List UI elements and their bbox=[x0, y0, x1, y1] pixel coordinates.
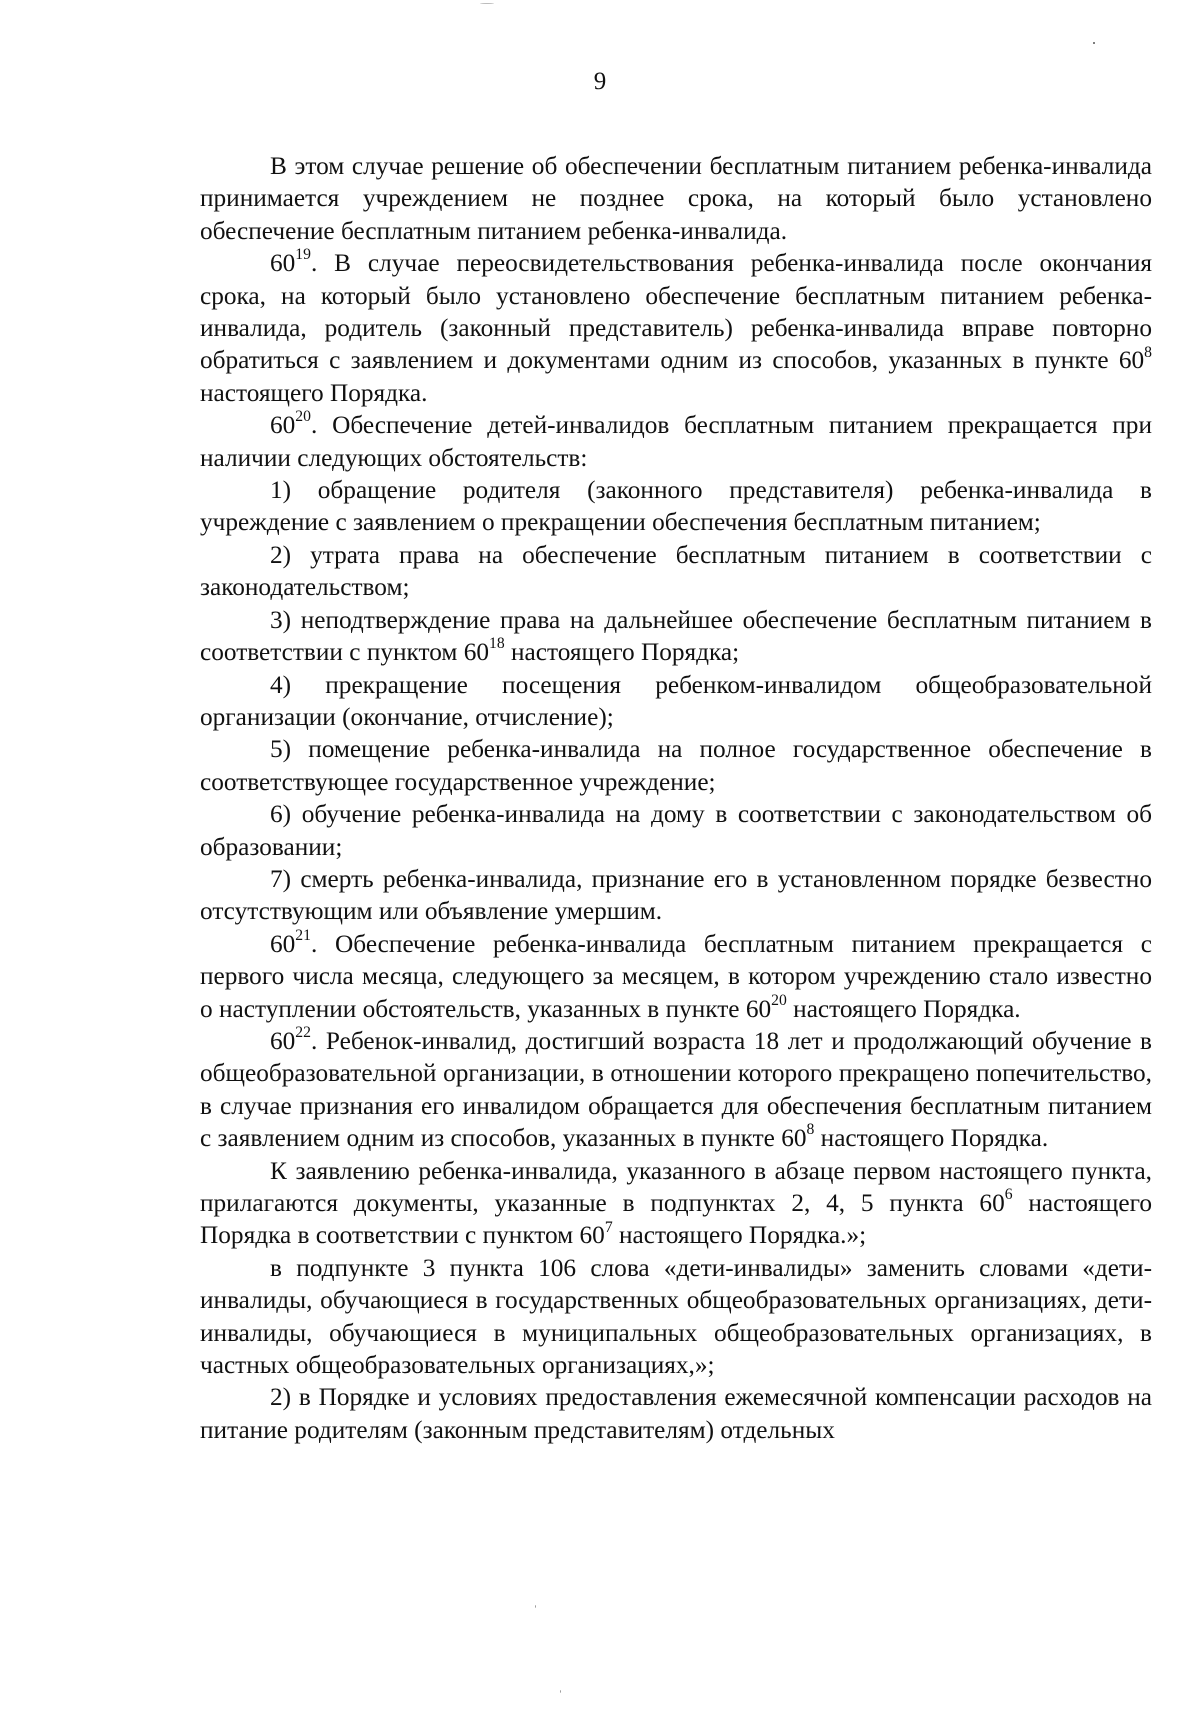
scan-speck bbox=[560, 1690, 561, 1693]
text-run: 2) в Порядке и условиях предоставления ежемесячной компенсации расходов на питание родителям (законным представителям) отдельных bbox=[200, 1383, 1152, 1444]
text-run: 3) неподтверждение права на дальнейшее обеспечение бесплатным питанием в соответствии с пунктом 60 bbox=[200, 605, 1152, 667]
paragraph-p9 bbox=[200, 798, 1152, 863]
document-body bbox=[200, 150, 1152, 1446]
text-run: 6) обучение ребенка-инвалида на дому в соответствии с законодательством об образовании; bbox=[200, 800, 1152, 861]
paragraph-p1 bbox=[200, 150, 1152, 247]
text-run: 60 bbox=[270, 1026, 296, 1055]
paragraph-p14 bbox=[200, 1252, 1152, 1382]
text-run: 7) смерть ребенка-инвалида, признание его в установленном порядке безвестно отсутствующим или объявление умершим. bbox=[200, 864, 1152, 926]
superscript: 19 bbox=[295, 246, 311, 264]
text-run: настоящего Порядка. bbox=[814, 1124, 1049, 1153]
superscript: 7 bbox=[604, 1218, 613, 1236]
text-run: . В случае переосвидетельствования ребенка-инвалида после окончания срока, на который было установлено обеспечение бесплатным питанием ребенка-инвалида, родитель (законный представитель) ребенка-инвалида вправе повторно обратиться с заявлением и документами одним из способов, указанных в пункте 60 bbox=[200, 249, 1152, 375]
superscript: 8 bbox=[1144, 343, 1152, 361]
paragraph-p6 bbox=[200, 604, 1152, 669]
text-run: 60 bbox=[270, 249, 296, 278]
text-run: 1) обращение родителя (законного представителя) ребенка-инвалида в учреждение с заявлением о прекращении обеспечения бесплатным питанием; bbox=[200, 476, 1152, 537]
scan-speck bbox=[480, 3, 494, 4]
superscript: 22 bbox=[295, 1024, 311, 1042]
page-number: 9 bbox=[593, 68, 607, 95]
text-run: 4) прекращение посещения ребенком-инвалидом общеобразовательной организации (окончание, отчисление); bbox=[200, 670, 1152, 731]
text-run: 5) помещение ребенка-инвалида на полное государственное обеспечение в соответствующее государственное учреждение; bbox=[200, 735, 1152, 796]
paragraph-p2 bbox=[200, 247, 1152, 409]
text-run: . Ребенок-инвалид, достигший возраста 18 лет и продолжающий обучение в общеобразовательной организации, в отношении которого прекращено попечительство, в случае признания его инвалидом обращается для обеспечения бесплатным питанием с заявлением одним из способов, указанных в пункте 60 bbox=[200, 1026, 1152, 1153]
superscript: 20 bbox=[295, 408, 311, 426]
paragraph-p15 bbox=[200, 1381, 1152, 1446]
paragraph-p12 bbox=[200, 1025, 1152, 1155]
paragraph-p7 bbox=[200, 669, 1152, 734]
paragraph-p10 bbox=[200, 863, 1152, 928]
text-run: в подпункте 3 пункта 106 слова «дети-инвалиды» заменить словами «дети-инвалиды, обучающиеся в государственных общеобразовательных организациях, дети-инвалиды, обучающиеся в муниципальных общеобразовательных организациях, в частных общеобразовательных организациях,»; bbox=[200, 1253, 1152, 1380]
text-run: 2) утрата права на обеспечение бесплатным питанием в соответствии с законодательством; bbox=[200, 540, 1152, 602]
paragraph-p11 bbox=[200, 928, 1152, 1025]
superscript: 8 bbox=[806, 1121, 815, 1139]
text-run: . Обеспечение детей-инвалидов бесплатным питанием прекращается при наличии следующих обстоятельств: bbox=[200, 411, 1152, 472]
text-run: настоящего Порядка в соответствии с пунктом 60 bbox=[200, 1189, 1152, 1250]
superscript: 18 bbox=[489, 635, 505, 653]
text-run: настоящего Порядка. bbox=[200, 378, 428, 407]
superscript: 21 bbox=[295, 926, 311, 944]
text-run: 60 bbox=[270, 929, 296, 958]
text-run: настоящего Порядка. bbox=[786, 994, 1021, 1023]
scan-speck bbox=[535, 1605, 536, 1608]
superscript: 6 bbox=[1004, 1186, 1013, 1204]
text-run: В этом случае решение об обеспечении бесплатным питанием ребенка-инвалида принимается учреждением не позднее срока, на который было установлено обеспечение бесплатным питанием ребенка-инвалида. bbox=[200, 152, 1152, 245]
text-run: . Обеспечение ребенка-инвалида бесплатным питанием прекращается с первого числа месяца, следующего за месяцем, в котором учреждению стало известно о наступлении обстоятельств, указанных в пункте 60 bbox=[200, 929, 1152, 1023]
text-run: настоящего Порядка.»; bbox=[612, 1221, 867, 1250]
text-run: К заявлению ребенка-инвалида, указанного в абзаце первом настоящего пункта, прилагаются документы, указанные в подпунктах 2, 4, 5 пункта 60 bbox=[200, 1156, 1152, 1217]
superscript: 20 bbox=[771, 991, 787, 1009]
paragraph-p8 bbox=[200, 733, 1152, 798]
scan-speck bbox=[1093, 42, 1095, 44]
text-run: настоящего Порядка; bbox=[504, 638, 740, 667]
text-run: 60 bbox=[270, 411, 296, 440]
paragraph-p4 bbox=[200, 474, 1152, 539]
paragraph-p5 bbox=[200, 539, 1152, 604]
paragraph-p3 bbox=[200, 409, 1152, 474]
paragraph-p13 bbox=[200, 1155, 1152, 1252]
